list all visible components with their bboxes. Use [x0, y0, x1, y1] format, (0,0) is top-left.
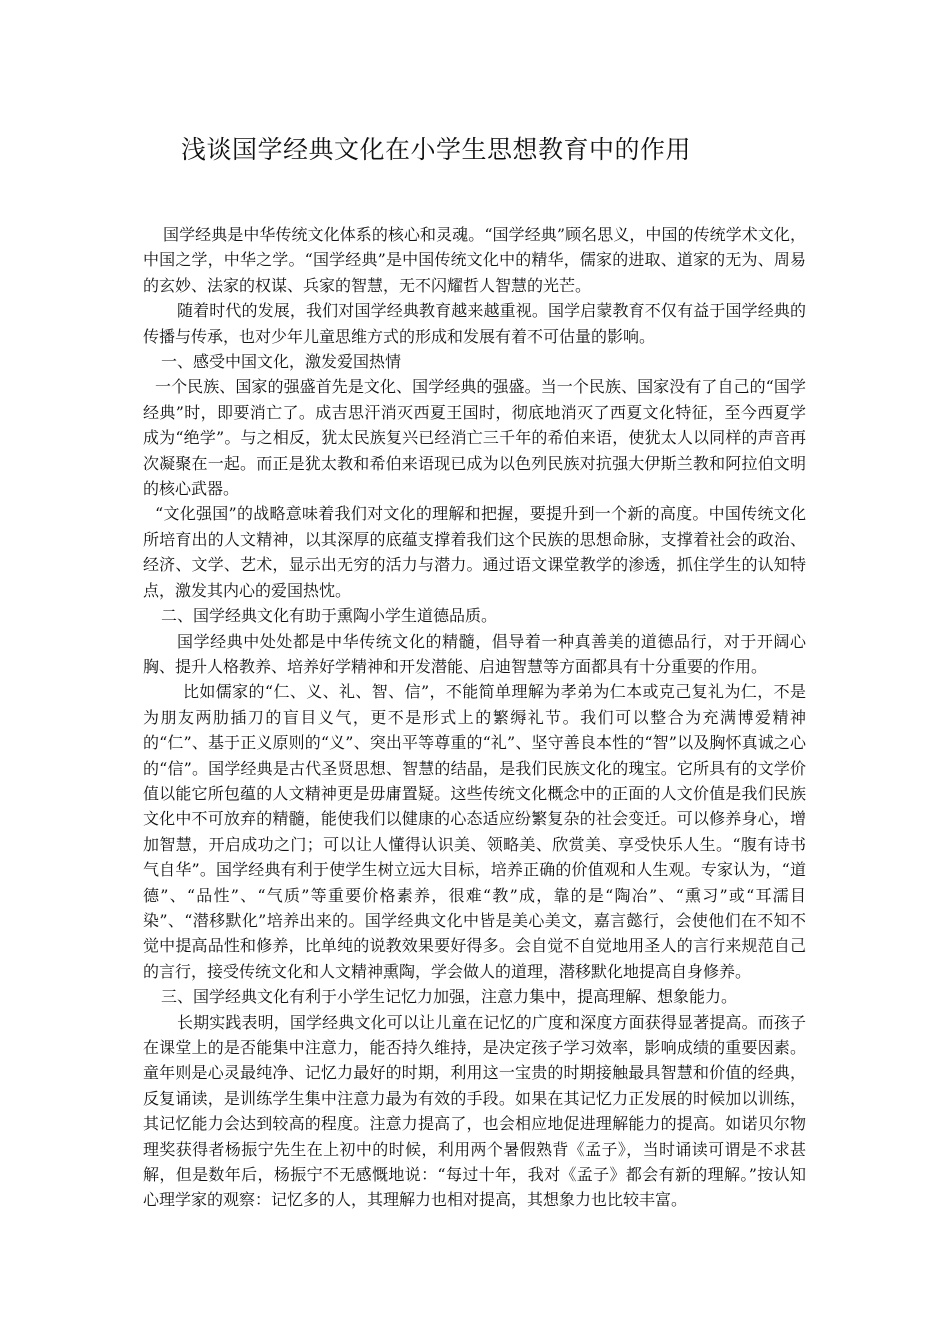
document-title: 浅谈国学经典文化在小学生思想教育中的作用 — [181, 135, 692, 164]
paragraph-confucian-values: 比如儒家的“仁、义、礼、智、信”，不能简单理解为孝弟为仁本或克己复礼为仁，不是为朋友两肋插刀的盲目义气，更不是形式上的繁缛礼节。我们可以整合为充满博爱精神的“仁”、基于正义原则的“义”、突出平等尊重的“礼”、坚守善良本性的“智”以及胸怀真诚之心的“信”。国学经典是古代圣贤思想、智慧的结晶，是我们民族文化的瑰宝。它所具有的文学价值以能它所包蕴的人文精神更是毋庸置疑。这些传统文化概念中的正面的人文价值是我们民族文化中不可放弃的精髓，能使我们以健康的心态适应纷繁复杂的社会变迁。可以修养身心，增加智慧，开启成功之门；可以让人懂得认识美、领略美、欣赏美、享受快乐人生。“腹有诗书气自华”。国学经典有利于使学生树立远大目标，培养正确的价值观和人生观。专家认为，“道德”、“品性”、“气质”等重要价格素养，很难“教”成，靠的是“陶冶”、“熏习”或“耳濡目染”、“潜移默化”培养出来的。国学经典文化中皆是美心美文，嘉言懿行，会使他们在不知不觉中提高品性和修养，比单纯的说教效果要好得多。会自觉不自觉地用圣人的言行来规范自己的言行，接受传统文化和人文精神熏陶，学会做人的道理，潜移默化地提高自身修养。 — [143, 682, 806, 981]
document-body — [143, 222, 806, 1213]
paragraph-memory-practice: 长期实践表明，国学经典文化可以让儿童在记忆的广度和深度方面获得显著提高。而孩子在课堂上的是否能集中注意力，能否持久维持，是决定孩子学习效率，影响成绩的重要因素。童年则是心灵最纯净、记忆力最好的时期，利用这一宝贵的时期接触最具智慧和价值的经典，反复诵读，是训练学生集中注意力最为有效的手段。如果在其记忆力正发展的时候加以训练，其记忆能力会达到较高的程度。注意力提高了，也会相应地促进理解能力的提高。如诺贝尔物理奖获得者杨振宁先生在上初中的时候，利用两个暑假熟背《孟子》，当时诵读可谓是不求甚解，但是数年后，杨振宁不无感慨地说：“每过十年，我对《孟子》都会有新的理解。”按认知心理学家的观察：记忆多的人，其理解力也相对提高，其想象力也比较丰富。 — [143, 1012, 806, 1210]
paragraph-development: 随着时代的发展，我们对国学经典教育越来越重视。国学启蒙教育不仅有益于国学经典的传播与传承，也对少年儿童思维方式的形成和发展有着不可估量的影响。 — [143, 301, 806, 346]
section-heading-2: 二、国学经典文化有助于熏陶小学生道德品质。 — [161, 606, 498, 626]
paragraph-cultural-power: “文化强国”的战略意味着我们对文化的理解和把握，要提升到一个新的高度。中国传统文化所培育出的人文精神，以其深厚的底蕴支撑着我们这个民族的思想命脉，支撑着社会的政治、经济、文学、艺术，显示出无穷的活力与潜力。通过语文课堂教学的渗透，抓住学生的认知特点，激发其内心的爱国热忱。 — [143, 504, 806, 600]
section-heading-3: 三、国学经典文化有利于小学生记忆力加强，注意力集中，提高理解、想象能力。 — [161, 987, 738, 1007]
section-heading-1: 一、感受中国文化，激发爱国热情 — [161, 352, 402, 372]
paragraph-national-strength: 一个民族、国家的强盛首先是文化、国学经典的强盛。当一个民族、国家没有了自己的“国学经典”时，即要消亡了。成吉思汗消灭西夏王国时，彻底地消灭了西夏文化特征，至今西夏学成为“绝学”。与之相反，犹太民族复兴已经消亡三千年的希伯来语，使犹太人以同样的声音再次凝聚在一起。而正是犹太教和希伯来语现已成为以色列民族对抗强大伊斯兰教和阿拉伯文明的核心武器。 — [143, 377, 806, 499]
paragraph-intro: 国学经典是中华传统文化体系的核心和灵魂。“国学经典”顾名思义，中国的传统学术文化，中国之学，中华之学。“国学经典”是中国传统文化中的精华，儒家的进取、道家的无为、周易的玄妙、法家的权谋、兵家的智慧，无不闪耀哲人智慧的光芒。 — [143, 225, 806, 295]
paragraph-moral-essence: 国学经典中处处都是中华传统文化的精髓，倡导着一种真善美的道德品行，对于开阔心胸、提升人格教养、培养好学精神和开发潜能、启迪智慧等方面都具有十分重要的作用。 — [143, 631, 806, 676]
